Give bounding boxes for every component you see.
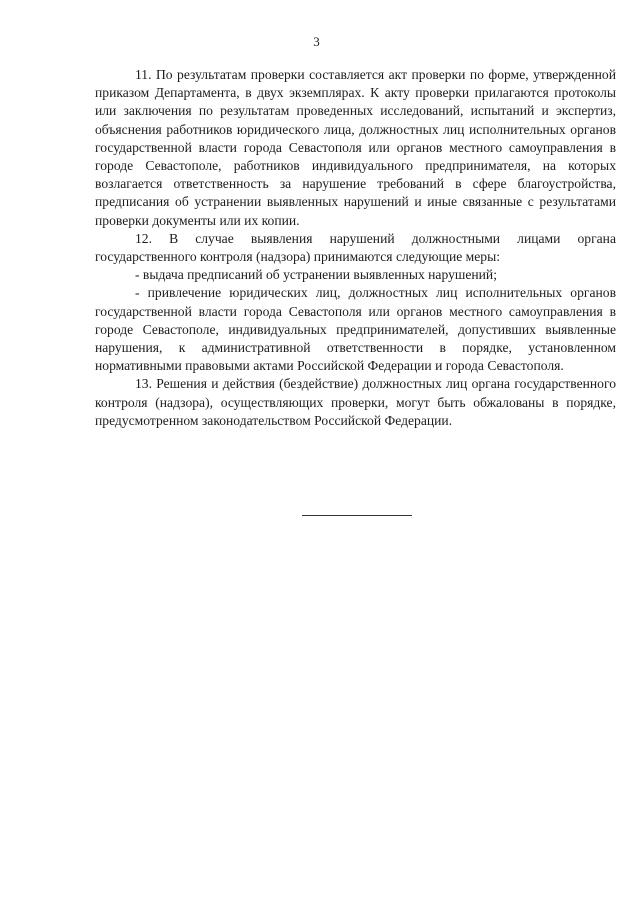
paragraph-12-violation-measures: 12. В случае выявления нарушений должностными лицами органа государственного контроля (надзора) принимаются следующие меры: xyxy=(95,230,616,265)
paragraph-13-appeal: 13. Решения и действия (бездействие) должностных лиц органа государственного контроля (надзора), осуществляющих проверки, могут быть обжалованы в порядке, предусмотренном законодательством Российской Федерации. xyxy=(95,376,616,428)
paragraph-11-inspection-act: 11. По результатам проверки составляется акт проверки по форме, утвержденной приказом Департамента, в двух экземплярах. К акту проверки прилагаются протоколы или заключения по результатам проведенных исследований, испытаний и экспертиз, объяснения работников юридического лица, должностных лиц исполнительных органов государственной власти города Севастополя или органов местного самоуправления в городе Севастополе, работников индивидуального предпринимателя, на которых возлагается ответственность за нарушение требований в сфере благоустройства, предписания об устранении выявленных нарушений и иные связанные с результатами проверки документы или их копии. xyxy=(95,67,616,228)
end-separator-line xyxy=(302,515,412,516)
document-body xyxy=(95,66,616,430)
page-number: 3 xyxy=(313,34,320,49)
measure-item-issue-orders: - выдача предписаний об устранении выявленных нарушений; xyxy=(135,267,497,283)
measure-item-administrative-liability: - привлечение юридических лиц, должностных лиц исполнительных органов государственной власти города Севастополя или органов местного самоуправления в городе Севастополе, индивидуальных предпринимателей, допустивших выявленные нарушения, к административной ответственности в порядке, установленном нормативными правовыми актами Российской Федерации и города Севастополя. xyxy=(95,285,616,374)
